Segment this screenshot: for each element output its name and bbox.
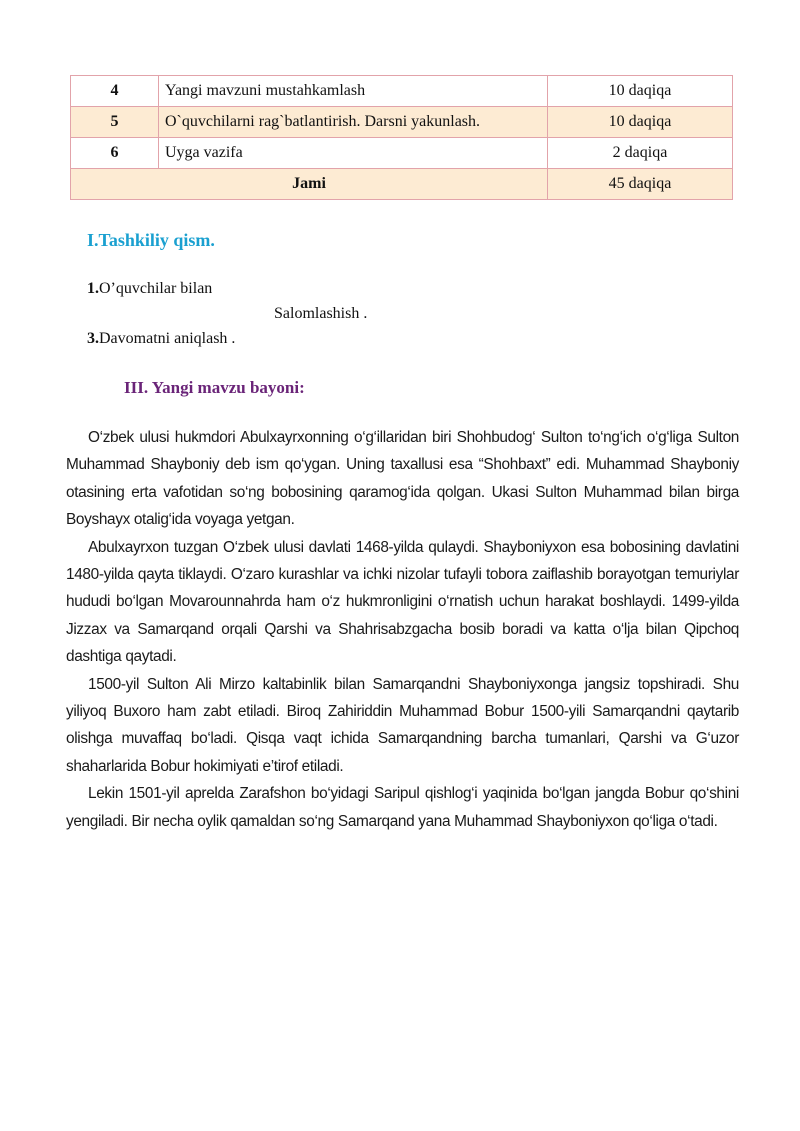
row-number: 5 [71, 107, 159, 138]
list-item-number: 1. [87, 280, 99, 297]
table-total-row [71, 169, 733, 200]
section-heading-tashkiliy: I.Tashkiliy qism. [87, 230, 215, 250]
list-item-number: 3. [87, 330, 99, 347]
row-number: 6 [71, 138, 159, 169]
section-heading-yangi-mavzu: III. Yangi mavzu bayoni: [124, 378, 305, 397]
paragraph: 1500-yil Sulton Ali Mirzo kaltabinlik bilan Samarqandni Shayboniyxonga jangsiz topshiradi. Shu yiliyoq Buxoro ham zabt etiladi. Biroq Zahiriddin Muhammad Bobur 1500-yili Samarqandni qaytarib olishga muvaffaq bo‘ladi. Qisqa vaqt ichida Samarqandning barcha tumanlari, Qarshi va G‘uzor shaharlarida Bobur hokimiyati e’tirof etiladi. [66, 675, 739, 775]
row-activity: Yangi mavzuni mustahkamlash [159, 76, 548, 107]
row-number: 4 [71, 76, 159, 107]
table-row [71, 107, 733, 138]
row-activity: Uyga vazifa [159, 138, 548, 169]
paragraph: Lekin 1501-yil aprelda Zarafshon bo‘yidagi Saripul qishlog‘i yaqinida bo‘lgan jangda Bobur qo‘shini yengiladi. Bir necha oylik qamaldan so‘ng Samarqand yana Muhammad Shayboniyxon qo‘liga o‘tadi. [66, 785, 739, 830]
row-time: 10 daqiqa [548, 76, 733, 107]
table-row [71, 76, 733, 107]
list-item-text: Salomlashish . [274, 305, 368, 322]
row-time: 2 daqiqa [548, 138, 733, 169]
total-label: Jami [71, 169, 548, 200]
lesson-plan-table [70, 75, 733, 200]
textbook-excerpt [66, 424, 739, 835]
list-item-text: Davomatni aniqlash . [99, 330, 236, 347]
total-time: 45 daqiqa [548, 169, 733, 200]
row-time: 10 daqiqa [548, 107, 733, 138]
table-row [71, 138, 733, 169]
row-activity: O`quvchilarni rag`batlantirish. Darsni yakunlash. [159, 107, 548, 138]
list-item-2 [274, 305, 367, 323]
list-item-1 [87, 280, 212, 298]
list-item-3 [87, 330, 235, 348]
paragraph: O‘zbek ulusi hukmdori Abulxayrxonning o‘g‘illaridan biri Shohbudog‘ Sulton to‘ng‘ich o‘g‘liga Sulton Muhammad Shayboniy deb ism qo‘ygan. Uning taxallusi esa “Shohbaxt” edi. Muhammad Shayboniy otasining erta vafotidan so‘ng bobosining qaramog‘ida qolgan. Ukasi Sulton Muhammad bilan birga Boyshayx otalig‘ida voyaga yetgan. [66, 429, 739, 529]
list-item-text: O’quvchilar bilan [99, 280, 213, 297]
paragraph: Abulxayrxon tuzgan O‘zbek ulusi davlati 1468-yilda qulaydi. Shayboniyxon esa bobosining davlatini 1480-yilda qayta tiklaydi. O‘zaro kurashlar va ichki nizolar tufayli tobora zaiflashib borayotgan temuriylar hududi bo‘lgan Movarounnahrda ham o‘z hukmronligini o‘rnatish uchun harakat boshlaydi. 1499-yilda Jizzax va Samarqand orqali Qarshi va Shahrisabzgacha bosib boradi va katta o‘lja bilan Qipchoq dashtiga qaytadi. [66, 538, 739, 666]
